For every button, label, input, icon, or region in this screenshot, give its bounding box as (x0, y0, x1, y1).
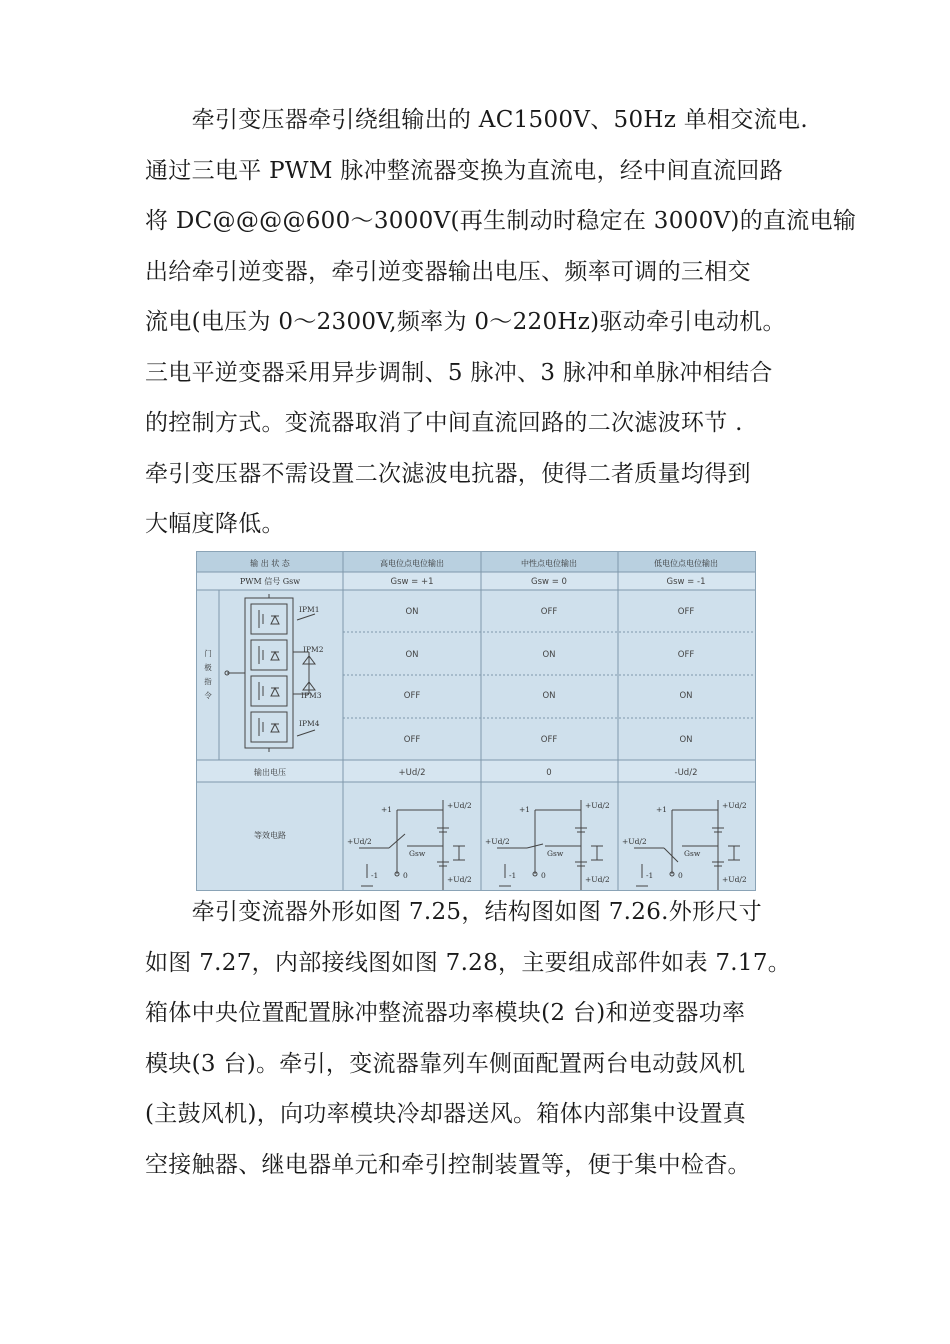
gate-state-cell: OFF (540, 735, 558, 745)
ud-minus-label: +Ud/2 (722, 875, 747, 884)
header-neutral-potential: 中性点电位输出 (521, 559, 577, 568)
ipm2-label: IPM2 (303, 645, 324, 654)
text-line: 流电(电压为 0～2300V,频率为 0～220Hz)驱动牵引电动机。 (145, 309, 786, 335)
equivalent-circuit-label: 等效电路 (254, 831, 286, 840)
ud-minus-label: +Ud/2 (447, 875, 472, 884)
pwm-value-high: Gsw = +1 (390, 577, 434, 587)
gate-state-cell: OFF (403, 735, 421, 745)
text-line: 将 DC@@@@600～3000V(再生制动时稳定在 3000V)的直流电输 (145, 208, 857, 234)
gate-state-cell: OFF (677, 650, 695, 660)
pwm-signal-label: PWM 信号 Gsw (239, 577, 301, 586)
gate-label-char: 门 (204, 649, 212, 658)
paragraph-converter-layout (145, 887, 825, 1190)
text-line: 三电平逆变器采用异步调制、5 脉冲、3 脉冲和单脉冲相结合 (145, 359, 773, 386)
gsw-label: Gsw (547, 849, 564, 858)
gate-state-cell: ON (542, 650, 556, 660)
output-voltage-neutral: 0 (546, 768, 552, 778)
ud-plus-label: +Ud/2 (447, 801, 472, 810)
plus-one-label: +1 (519, 805, 531, 814)
text-line: 大幅度降低。 (145, 511, 285, 537)
minus-one-label: -1 (371, 871, 379, 880)
ud-minus-label: +Ud/2 (585, 875, 610, 884)
minus-one-label: -1 (509, 871, 517, 880)
text-line: 牵引变压器不需设置二次滤波电抗器，使得二者质量均得到 (145, 460, 751, 487)
header-output-state: 输 出 状 态 (250, 559, 290, 568)
ud-plus-label: +Ud/2 (585, 801, 610, 810)
ud-in-label: +Ud/2 (485, 837, 510, 846)
text-line: 牵引变流器外形如图 7.25，结构图如图 7.26.外形尺寸 (145, 899, 762, 925)
gate-state-cell: ON (405, 607, 419, 617)
ipm4-label: IPM4 (299, 719, 320, 728)
gate-state-cell: OFF (403, 691, 421, 701)
gate-state-cell: ON (679, 735, 693, 745)
igbt-stack-schematic (225, 594, 315, 752)
three-level-switching-table-figure (196, 551, 756, 891)
text-line: 通过三电平 PWM 脉冲整流器变换为直流电，经中间直流回路 (145, 157, 783, 184)
paragraph-traction-converter-function (145, 95, 857, 550)
text-line: (主鼓风机)，向功率模块冷却器送风。箱体内部集中设置真 (145, 1101, 747, 1127)
gate-label-char: 指 (204, 677, 212, 686)
zero-label: 0 (541, 871, 546, 880)
plus-one-label: +1 (381, 805, 393, 814)
ipm1-label: IPM1 (299, 605, 320, 614)
text-line: 出给牵引逆变器，牵引逆变器输出电压、频率可调的三相交 (145, 258, 751, 285)
equivalent-circuit-neutral (485, 800, 610, 890)
gate-label-char: 令 (204, 691, 212, 700)
header-low-potential: 低电位点电位输出 (654, 559, 718, 568)
gate-state-cell: OFF (677, 607, 695, 617)
plus-one-label: +1 (656, 805, 668, 814)
gate-state-cell: ON (542, 691, 556, 701)
zero-label: 0 (403, 871, 408, 880)
gate-state-cell: OFF (540, 607, 558, 617)
gsw-label: Gsw (684, 849, 701, 858)
header-high-potential: 高电位点电位输出 (380, 559, 444, 568)
text-line: 箱体中央位置配置脉冲整流器功率模块(2 台)和逆变器功率 (145, 1000, 746, 1026)
minus-one-label: -1 (646, 871, 654, 880)
gate-state-cell: ON (405, 650, 419, 660)
text-line: 空接触器、继电器单元和牵引控制装置等，便于集中检杳。 (145, 1151, 751, 1178)
ud-in-label: +Ud/2 (622, 837, 647, 846)
equivalent-circuit-high (347, 800, 472, 890)
output-voltage-low: -Ud/2 (674, 768, 698, 778)
text-line: 如图 7.27，内部接线图如图 7.28，主要组成部件如表 7.17。 (145, 949, 792, 976)
gsw-label: Gsw (409, 849, 426, 858)
output-voltage-high: +Ud/2 (398, 768, 426, 778)
zero-label: 0 (678, 871, 683, 880)
ud-plus-label: +Ud/2 (722, 801, 747, 810)
text-line: 的控制方式。变流器取消了中间直流回路的二次滤波环节 . (145, 410, 743, 436)
ud-in-label: +Ud/2 (347, 837, 372, 846)
pwm-value-neutral: Gsw = 0 (531, 577, 567, 587)
output-voltage-label: 输出电压 (254, 768, 286, 777)
text-line: 牵引变压器牵引绕组输出的 AC1500V、50Hz 单相交流电. (145, 107, 808, 133)
gate-label-char: 极 (204, 663, 212, 672)
ipm3-label: IPM3 (301, 691, 322, 700)
gate-state-cell: ON (679, 691, 693, 701)
equivalent-circuit-low (622, 800, 747, 890)
pwm-value-low: Gsw = -1 (666, 577, 706, 587)
text-line: 模块(3 台)。牵引，变流器靠列车侧面配置两台电动鼓风机 (145, 1050, 746, 1077)
